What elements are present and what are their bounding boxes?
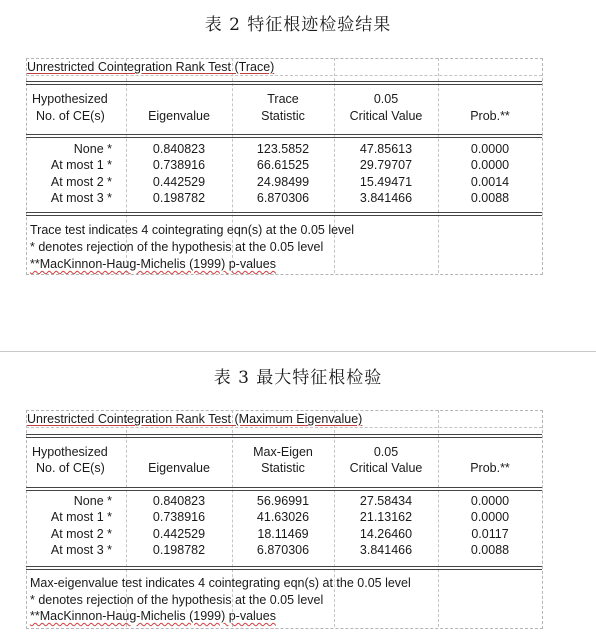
cell-eigenvalue: 0.738916 bbox=[152, 158, 206, 172]
double-rule bbox=[26, 81, 542, 85]
double-rule bbox=[26, 566, 542, 570]
cell-statistic: 41.63026 bbox=[256, 510, 310, 524]
cell-statistic: 123.5852 bbox=[256, 142, 310, 156]
header-no-of-ces: No. of CE(s) bbox=[36, 109, 105, 123]
cell-prob: 0.0088 bbox=[470, 543, 510, 557]
cell-prob: 0.0117 bbox=[471, 527, 509, 541]
row-divider bbox=[26, 427, 542, 428]
header-level: 0.05 bbox=[373, 92, 399, 106]
cell-statistic: 6.870306 bbox=[256, 191, 310, 205]
note-p-values: **MacKinnon-Haug-Michelis (1999) p-values bbox=[30, 609, 276, 623]
header-statistic: Statistic bbox=[261, 461, 305, 475]
header-critical-value: Critical Value bbox=[349, 461, 423, 475]
cell-hypothesis: At most 3 * bbox=[50, 191, 112, 205]
cell-hypothesis: At most 1 * bbox=[50, 158, 112, 172]
table-2-caption: 表 2 特征根迹检验结果 bbox=[204, 15, 392, 35]
cell-eigenvalue: 0.442529 bbox=[152, 527, 206, 541]
cell-prob: 0.0000 bbox=[470, 142, 510, 156]
note-rejection: * denotes rejection of the hypothesis at the 0.05 level bbox=[30, 240, 324, 254]
table-3 bbox=[26, 410, 542, 635]
cell-hypothesis: At most 2 * bbox=[50, 527, 112, 541]
header-trace: Trace bbox=[267, 92, 299, 106]
cell-critical-value: 3.841466 bbox=[359, 191, 413, 205]
header-no-of-ces: No. of CE(s) bbox=[36, 461, 105, 475]
note-test-result: Max-eigenvalue test indicates 4 cointegrating eqn(s) at the 0.05 level bbox=[30, 576, 411, 590]
header-eigenvalue: Eigenvalue bbox=[148, 109, 210, 123]
cell-eigenvalue: 0.198782 bbox=[152, 191, 206, 205]
cell-hypothesis: None * bbox=[73, 142, 112, 156]
cell-eigenvalue: 0.840823 bbox=[152, 494, 206, 508]
cell-eigenvalue: 0.198782 bbox=[152, 543, 206, 557]
double-rule bbox=[26, 212, 542, 216]
header-hypothesized: Hypothesized bbox=[32, 92, 108, 106]
header-hypothesized: Hypothesized bbox=[32, 445, 108, 459]
cell-hypothesis: None * bbox=[73, 494, 112, 508]
header-prob: Prob.** bbox=[470, 109, 510, 123]
cell-hypothesis: At most 3 * bbox=[50, 543, 112, 557]
double-rule bbox=[26, 434, 542, 438]
cell-hypothesis: At most 1 * bbox=[50, 510, 112, 524]
cell-critical-value: 29.79707 bbox=[359, 158, 413, 172]
cell-critical-value: 14.26460 bbox=[359, 527, 413, 541]
header-max-eigen: Max-Eigen bbox=[253, 445, 313, 459]
note-p-values: **MacKinnon-Haug-Michelis (1999) p-values bbox=[30, 257, 276, 271]
table-2 bbox=[26, 58, 542, 278]
cell-eigenvalue: 0.442529 bbox=[152, 175, 206, 189]
cell-prob: 0.0088 bbox=[470, 191, 510, 205]
cell-critical-value: 27.58434 bbox=[359, 494, 413, 508]
double-rule bbox=[26, 134, 542, 138]
cell-critical-value: 15.49471 bbox=[359, 175, 413, 189]
cell-prob: 0.0000 bbox=[470, 510, 510, 524]
cell-statistic: 66.61525 bbox=[256, 158, 310, 172]
cell-prob: 0.0000 bbox=[470, 158, 510, 172]
cell-critical-value: 47.85613 bbox=[359, 142, 413, 156]
cell-statistic: 56.96991 bbox=[256, 494, 310, 508]
cell-eigenvalue: 0.738916 bbox=[152, 510, 206, 524]
header-statistic: Statistic bbox=[261, 109, 305, 123]
section-divider bbox=[0, 351, 596, 352]
cell-statistic: 18.11469 bbox=[257, 527, 309, 541]
cell-prob: 0.0000 bbox=[470, 494, 510, 508]
table-3-caption: 表 3 最大特征根检验 bbox=[213, 368, 383, 388]
cell-prob: 0.0014 bbox=[470, 175, 510, 189]
header-prob: Prob.** bbox=[470, 461, 510, 475]
cell-statistic: 6.870306 bbox=[256, 543, 310, 557]
cell-critical-value: 21.13162 bbox=[359, 510, 413, 524]
cell-hypothesis: At most 2 * bbox=[50, 175, 112, 189]
table-title: Unrestricted Cointegration Rank Test (Trace) bbox=[27, 60, 275, 74]
note-test-result: Trace test indicates 4 cointegrating eqn(s) at the 0.05 level bbox=[30, 223, 355, 237]
header-eigenvalue: Eigenvalue bbox=[148, 461, 210, 475]
cell-eigenvalue: 0.840823 bbox=[152, 142, 206, 156]
note-rejection: * denotes rejection of the hypothesis at the 0.05 level bbox=[30, 593, 324, 607]
header-critical-value: Critical Value bbox=[349, 109, 423, 123]
table-title: Unrestricted Cointegration Rank Test (Maximum Eigenvalue) bbox=[27, 412, 363, 426]
header-level: 0.05 bbox=[373, 445, 399, 459]
double-rule bbox=[26, 487, 542, 491]
cell-critical-value: 3.841466 bbox=[359, 543, 413, 557]
row-divider bbox=[26, 75, 542, 76]
cell-statistic: 24.98499 bbox=[256, 175, 310, 189]
